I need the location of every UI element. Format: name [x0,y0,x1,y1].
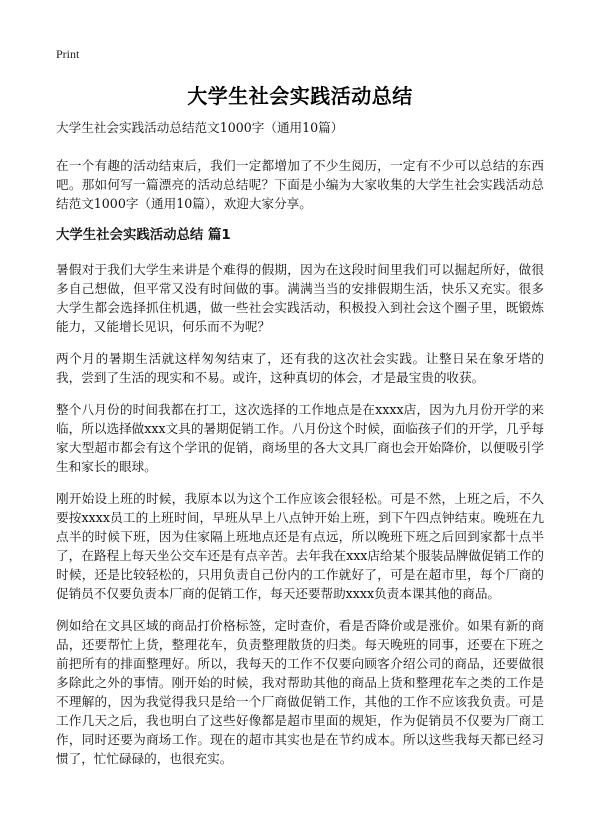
body-paragraph: 暑假对于我们大学生来讲是个难得的假期，因为在这段时间里我们可以掘起所好，做很多自己想做，但平常又没有时间做的事。满满当当的安排假期生活，快乐又充实。很多大学生都会选择抓住机遇，做一些社会实践活动，积极投入到社会这个圈子里，既锻炼能力，又能增长见识，何乐而不为呢？ [56,262,544,334]
print-label: Print [56,47,80,61]
intro-paragraph: 在一个有趣的活动结束后，我们一定都增加了不少生阅历，一定有不少可以总结的东西吧。那如何写一篇漂亮的活动总结呢？下面是小编为大家收集的大学生社会实践活动总结范文1000字（通用10篇），欢迎大家分享。 [56,158,544,211]
body-paragraph: 刚开始设上班的时候，我原本以为这个工作应该会很轻松。可是不然，上班之后，不久要按xxxx员工的上班时间，早班从早上八点钟开始上班，到下午四点钟结束。晚班在九点半的时候下班，因为住家隔上班地点还是有点远，所以晚班下班之后回到家都十点半了，在路程上每天坐公交车还是有点辛苦。去年我在xxx店给某个服装品牌做促销工作的时候，还是比较轻松的，只用负责自己份内的工作就好了，可是在超市里，每个厂商的促销员不仅要负责本厂商的促销工作，每天还要帮助xxxx负责本课其他的商品。 [56,491,544,601]
body-paragraph: 例如给在文具区域的商品打价格标签，定时查价，看是否降价或是涨价。如果有新的商品，还要帮忙上货，整理花车，负责整理散货的归类。每天晚班的同事，还要在下班之前把所有的排面整理好。所以，我每天的工作不仅要向顾客介绍公司的商品，还要做很多除此之外的事情。刚开始的时候，我对帮助其他的商品上货和整理花车之类的工作是不理解的，因为我觉得我只是给一个厂商做促销工作，其他的工作不应该我负责。可是工作几天之后，我也明白了这些好像都是超市里面的规矩，作为促销员不仅要为厂商工作，同时还要为商场工作。现在的超市其实也是在节约成本。所以这些我每天都已经习惯了，忙忙碌碌的，也很充实。 [56,618,544,766]
document-title: 大学生社会实践活动总结 [187,84,413,108]
body-paragraph: 两个月的暑期生活就这样匆匆结束了，还有我的这次社会实践。让整日呆在象牙塔的我，尝到了生活的现实和不易。或许，这种真切的体会，才是最宝贵的收获。 [56,351,544,385]
document-subtitle: 大学生社会实践活动总结范文1000字（通用10篇） [56,120,344,135]
document-body [56,118,544,781]
body-paragraph: 整个八月份的时间我都在打工，这次选择的工作地点是在xxxx店，因为九月份开学的来临，所以选择做xxx文具的暑期促销工作。八月份这个时候，面临孩子们的开学，几乎每家大型超市都会有这个学讯的促销，商场里的各大文具厂商也会开始降价，以便吸引学生和家长的眼球。 [56,402,544,474]
section-heading: 大学生社会实践活动总结 篇1 [56,228,231,243]
